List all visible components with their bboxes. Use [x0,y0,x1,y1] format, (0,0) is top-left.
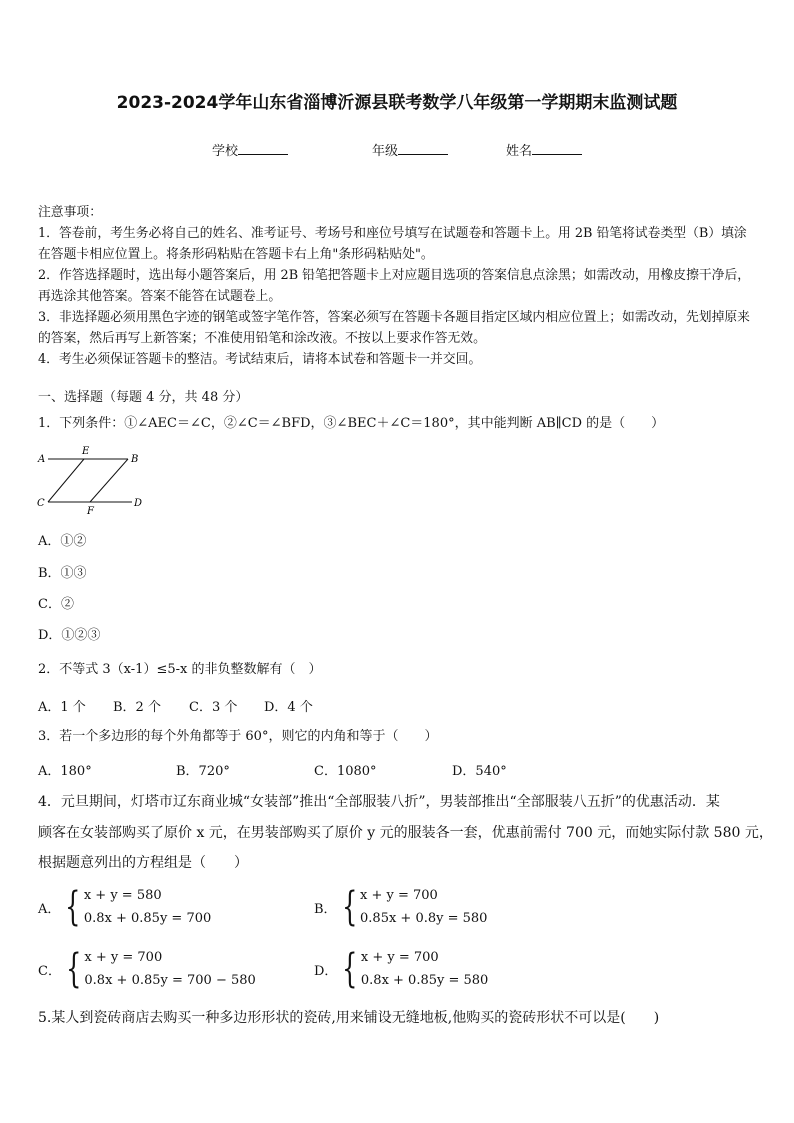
name-blank [532,142,582,155]
notes-block [38,202,756,370]
q4-option-c[interactable] [38,946,256,992]
q3-option-c[interactable]: C．1080° [314,764,377,779]
q4-option-c-eq1: x + y = 700 [84,950,163,965]
brace-icon: { [342,946,358,992]
q4-option-c-eq2: 0.8x + 0.85y = 700 − 580 [84,973,256,988]
q4-option-c-label: C． [38,963,61,979]
question-4-line-3: 根据题意列出的方程组是（ ） [38,855,248,871]
point-a-label: A [38,454,46,465]
line-ec [48,459,84,502]
question-4-line-1: 4．元旦期间，灯塔市辽东商业城“女装部”推出“全部服装八折”，男装部推出“全部服装八五折”的优惠活动．某 [38,794,720,810]
q2-option-d[interactable]: D．4 个 [264,700,313,715]
q4-option-d-equations [361,946,488,992]
point-c-label: C [37,498,45,509]
q1-option-b[interactable]: B．①③ [38,566,87,581]
school-blank [238,142,288,155]
brace-icon: { [65,884,81,930]
q2-option-b[interactable]: B．2 个 [113,700,161,715]
brace-icon: { [341,884,357,930]
q4-option-c-equations [84,946,255,992]
exam-title: 2023-2024学年山东省淄博沂源县联考数学八年级第一学期期末监测试题 [116,93,678,113]
q4-option-d-eq2: 0.8x + 0.85y = 580 [360,973,489,988]
q1-option-d[interactable]: D．①②③ [38,628,101,643]
note-item-1: 1．答卷前，考生务必将自己的姓名、准考证号、考场号和座位号填写在试题卷和答题卡上。用 2B 铅笔将试卷类型（B）填涂在答题卡相应位置上。将条形码粘贴在答题卡右上角"条形码粘贴处"。 [38,226,747,262]
school-field [212,140,288,159]
note-item-2: 2．作答选择题时，选出每小题答案后，用 2B 铅笔把答题卡上对应题目选项的答案信息点涂黑；如需改动，用橡皮擦干净后，再选涂其他答案。答案不能答在试题卷上。 [38,268,751,304]
grade-blank [398,142,448,155]
q1-option-c[interactable]: C．② [38,597,74,612]
note-item-3: 3．非选择题必须用黑色字迹的钢笔或签字笔作答，答案必须写在答题卡各题目指定区域内相应位置上；如需改动，先划掉原来的答案，然后再写上新答案；不准使用铅笔和涂改液。不按以上要求作答无效。 [38,310,750,346]
q4-option-b-eq1: x + y = 700 [360,888,438,903]
point-e-label: E [82,446,90,457]
note-item-4: 4．考生必须保证答题卡的整洁。考试结束后，请将本试卷和答题卡一并交回。 [38,352,482,367]
point-d-label: D [134,498,143,509]
name-label: 姓名 [506,144,533,159]
section-heading: 一、选择题（每题 4 分，共 48 分） [38,390,249,405]
q2-option-a[interactable]: A．1 个 [38,700,86,715]
q4-option-a-eq1: x + y = 580 [83,888,162,903]
name-field [506,140,582,159]
q4-option-a-eq2: 0.8x + 0.85y = 700 [83,911,212,926]
question-1-text: 1．下列条件：①∠AEC＝∠C，②∠C＝∠BFD，③∠BEC＋∠C＝180°，其中能判断 AB∥CD 的是（ ） [38,416,665,431]
line-bf [90,459,128,502]
grade-label: 年级 [372,144,399,159]
parallel-lines-figure [34,444,146,516]
q4-option-d[interactable] [314,946,488,992]
q4-option-b[interactable] [314,884,487,930]
point-f-label: F [87,506,94,516]
q3-option-a[interactable]: A．180° [38,764,92,779]
point-b-label: B [131,454,139,465]
q4-option-d-label: D． [314,963,338,979]
q4-option-d-eq1: x + y = 700 [360,950,439,965]
grade-field [372,140,448,159]
question-5-text: 5.某人到瓷砖商店去购买一种多边形形状的瓷砖,用来铺设无缝地板,他购买的瓷砖形状不可以是( ) [38,1010,660,1026]
school-label: 学校 [212,144,239,159]
q4-option-a[interactable] [38,884,211,930]
q4-option-a-equations [84,884,211,930]
q4-option-b-equations [360,884,487,930]
notes-heading: 注意事项： [38,205,102,220]
q4-option-a-label: A． [38,901,61,917]
question-4-line-2: 顾客在女装部购买了原价 x 元，在男装部购买了原价 y 元的服装各一套，优惠前需付 700 元，而她实际付款 580 元， [38,825,773,841]
q1-option-a[interactable]: A．①② [38,534,87,549]
q3-option-b[interactable]: B．720° [176,764,230,779]
q3-option-d[interactable]: D．540° [452,764,507,779]
question-3-text: 3．若一个多边形的每个外角都等于 60°，则它的内角和等于（ ） [38,729,438,744]
question-2-text: 2．不等式 3（x-1）≤5-x 的非负整数解有（ ） [38,662,322,677]
brace-icon: { [66,946,82,992]
q2-option-c[interactable]: C．3 个 [189,700,238,715]
q4-option-b-label: B． [314,901,337,917]
q4-option-b-eq2: 0.85x + 0.8y = 580 [360,911,488,926]
